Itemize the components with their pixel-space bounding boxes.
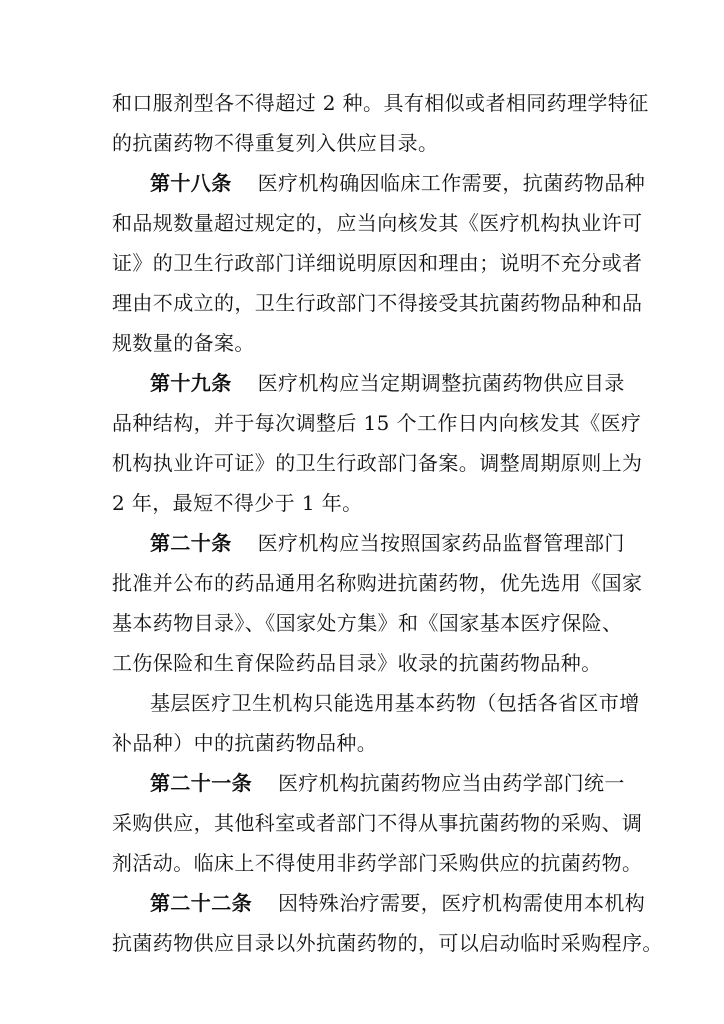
article-22-title: 第二十二条: [150, 891, 252, 915]
article-18-first-line: [150, 169, 645, 197]
text-line-15: 工伤保险和生育保险药品目录》收录的抗菌药物品种。: [112, 651, 602, 675]
text-line-4: 和品规数量超过规定的，应当向核发其《医疗机构执业许可: [112, 211, 643, 235]
article-21-title: 第二十一条: [150, 771, 252, 795]
text-line-14: 基本药物目录》、《国家处方集》和《国家基本医疗保险、: [112, 611, 623, 635]
text-line-10: 机构执业许可证》的卫生行政部门备案。调整周期原则上为: [112, 451, 643, 475]
text-line-22: 抗菌药物供应目录以外抗菌药物的，可以启动临时采购程序。: [112, 931, 663, 955]
article-22-first-line: [150, 889, 645, 917]
article-20-title: 第二十条: [150, 531, 232, 555]
text-line-1: 和口服剂型各不得超过 2 种。具有相似或者相同药理学特征: [112, 91, 649, 115]
text-line-11: 2 年，最短不得少于 1 年。: [112, 491, 363, 515]
text-line-5: 证》的卫生行政部门详细说明原因和理由；说明不充分或者: [112, 251, 643, 275]
article-19-first-line: [150, 369, 625, 397]
text-line-18: 医疗机构抗菌药物应当由药学部门统一: [278, 771, 625, 795]
text-line-21: 因特殊治疗需要，医疗机构需使用本机构: [278, 891, 646, 915]
text-line-6: 理由不成立的，卫生行政部门不得接受其抗菌药物品种和品: [112, 291, 643, 315]
article-21-first-line: [150, 769, 625, 797]
text-line-2: 的抗菌药物不得重复列入供应目录。: [112, 131, 439, 155]
article-20-first-line: [150, 529, 625, 557]
text-line-20: 剂活动。临床上不得使用非药学部门采购供应的抗菌药物。: [112, 851, 643, 875]
article-18-title: 第十八条: [150, 171, 232, 195]
text-line-13: 批准并公布的药品通用名称购进抗菌药物，优先选用《国家: [112, 571, 643, 595]
text-line-9: 品种结构，并于每次调整后 15 个工作日内向核发其《医疗: [112, 411, 642, 435]
text-line-7: 规数量的备案。: [112, 331, 255, 355]
text-line-17: 补品种）中的抗菌药物品种。: [112, 731, 378, 755]
text-line-3: 医疗机构确因临床工作需要，抗菌药物品种: [257, 171, 646, 195]
text-line-12: 医疗机构应当按照国家药品监督管理部门: [257, 531, 625, 555]
article-19-title: 第十九条: [150, 371, 232, 395]
text-line-8: 医疗机构应当定期调整抗菌药物供应目录: [257, 371, 625, 395]
text-line-16: 基层医疗卫生机构只能选用基本药物（包括各省区市增: [150, 691, 640, 715]
text-line-19: 采购供应，其他科室或者部门不得从事抗菌药物的采购、调: [112, 811, 643, 835]
